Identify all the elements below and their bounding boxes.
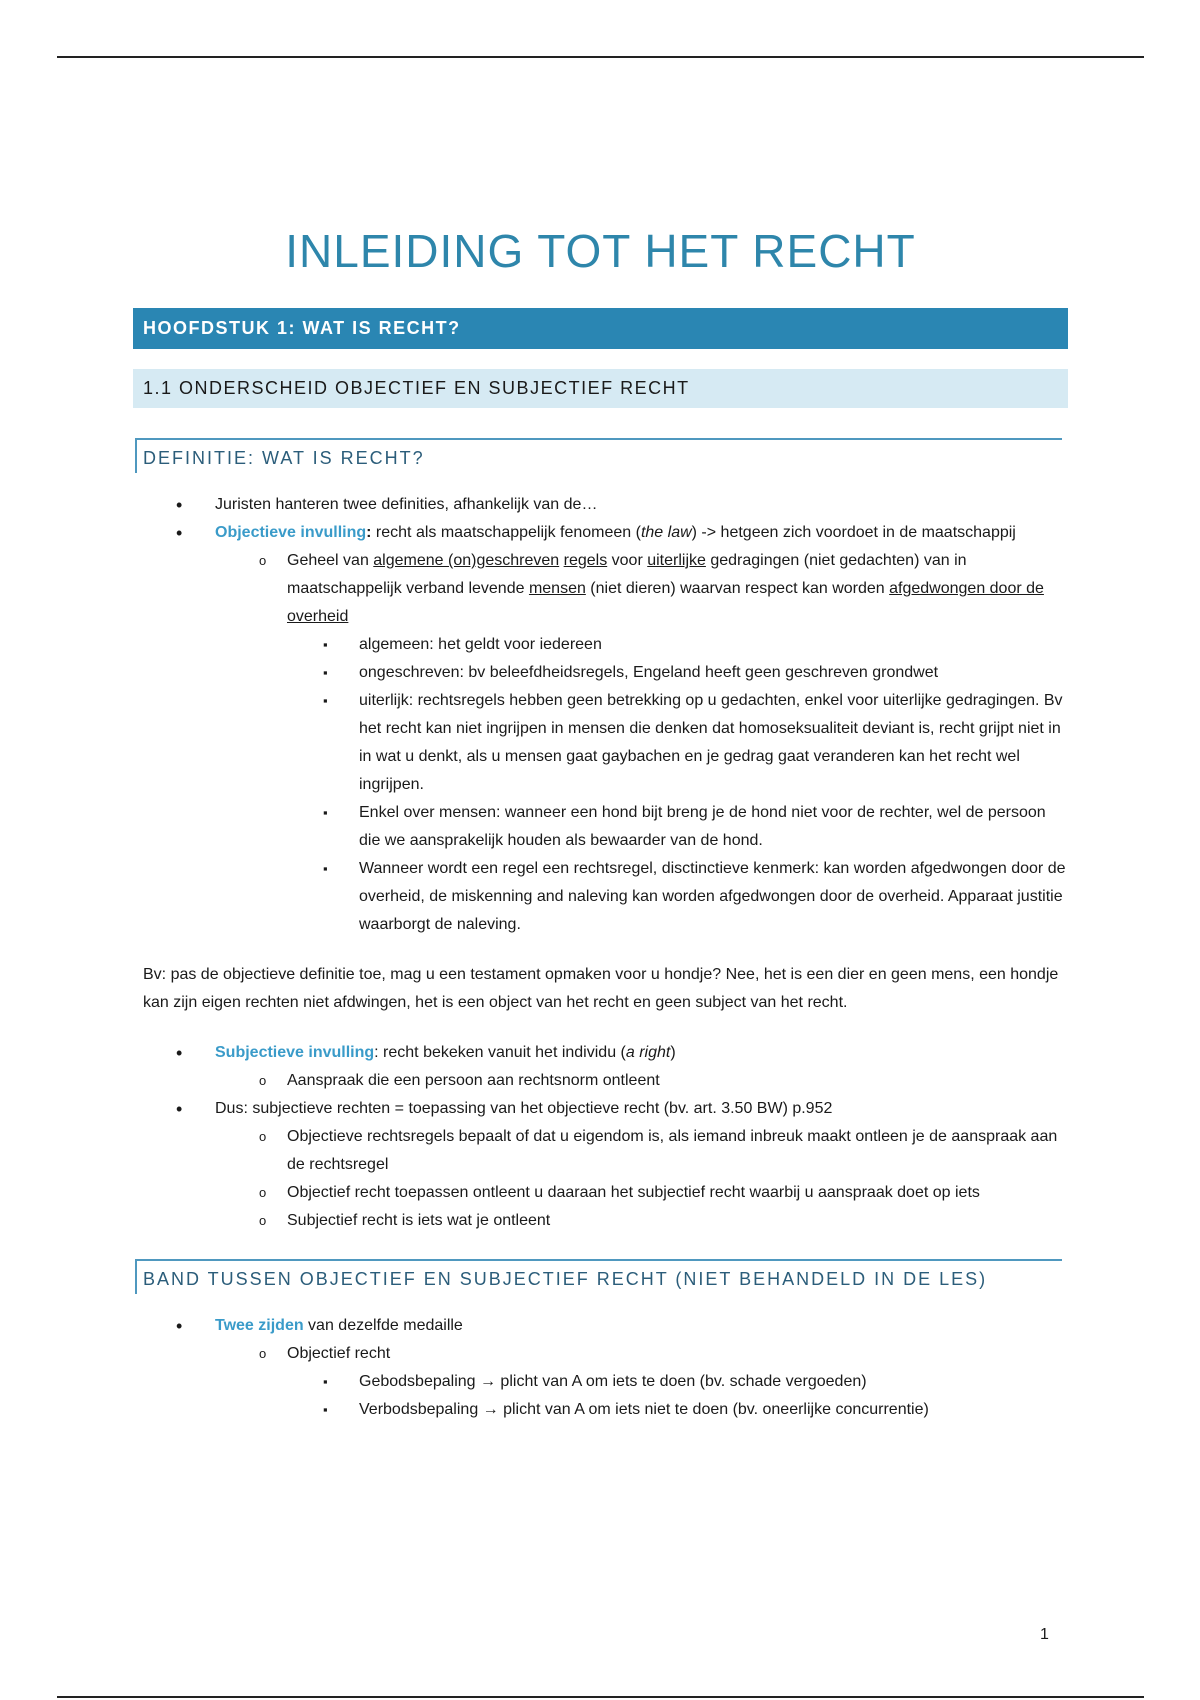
list-item: ▪ algemeen: het geldt voor iedereen	[287, 631, 1068, 659]
example-paragraph: Bv: pas de objectieve definitie toe, mag u een testament opmaken voor u hondje? Nee, het is een dier en geen mens, een hondje kan zijn eigen rechten niet afdwingen, het is een object van het recht en geen subject van het recht.	[143, 966, 1059, 1011]
list-item: o Objectief recht ▪ Gebodsbepaling → plicht van A om iets te doen (bv. schade vergoeden) ▪ Verbodsbepaling → plicht van A om iets niet te doen (bv. oneerlijke concurrentie)	[215, 1340, 1068, 1424]
term-twee-zijden: Twee zijden	[215, 1317, 304, 1334]
page-number: 1	[1040, 1626, 1049, 1643]
header-rule	[57, 56, 1144, 58]
list-item: o Objectieve rechtsregels bepaalt of dat u eigendom is, als iemand inbreuk maakt ontleen je de aanspraak aan de rechtsregel	[215, 1123, 1068, 1179]
list-item: ▪ Verbodsbepaling → plicht van A om iets niet te doen (bv. oneerlijke concurrentie)	[287, 1396, 1068, 1424]
list-item: o Aanspraak die een persoon aan rechtsnorm ontleent	[215, 1067, 1068, 1095]
subheading-band: BAND TUSSEN OBJECTIEF EN SUBJECTIEF RECHT (NIET BEHANDELD IN DE LES)	[135, 1259, 1062, 1294]
list-item: • Twee zijden van dezelfde medaille o Objectief recht ▪ Gebodsbepaling → plicht van A om iets te doen (bv. schade vergoeden) ▪ Verbodsbepaling → plicht van A om iets niet te doen (bv. oneerlijke concurrentie)	[133, 1312, 1068, 1424]
section-heading: 1.1 ONDERSCHEID OBJECTIEF EN SUBJECTIEF RECHT	[133, 369, 1068, 408]
list-item: • Dus: subjectieve rechten = toepassing van het objectieve recht (bv. art. 3.50 BW) p.952 o Objectieve rechtsregels bepaalt of dat u eigendom is, als iemand inbreuk maakt ontleen je de aanspraak aan de rechtsregel o Objectief recht toepassen ontleent u daaraan het subjectief recht waarbij u aanspraak doet op iets o Subjectief recht is iets wat je ontleent	[133, 1095, 1068, 1235]
footer-rule	[57, 1696, 1144, 1698]
list-item: • Subjectieve invulling: recht bekeken vanuit het individu (a right) o Aanspraak die een persoon aan rechtsnorm ontleent	[133, 1039, 1068, 1095]
band-list	[133, 1312, 1068, 1424]
chapter-heading: HOOFDSTUK 1: WAT IS RECHT?	[133, 308, 1068, 349]
term-subjectieve-invulling: Subjectieve invulling	[215, 1044, 375, 1061]
subheading-definition: DEFINITIE: WAT IS RECHT?	[135, 438, 1062, 473]
document-body	[133, 210, 1068, 1424]
list-item: ▪ ongeschreven: bv beleefdheidsregels, Engeland heeft geen geschreven grondwet	[287, 659, 1068, 687]
term-objectieve-invulling: Objectieve invulling	[215, 524, 367, 541]
list-item: ▪ Wanneer wordt een regel een rechtsregel, disctinctieve kenmerk: kan worden afgedwongen door de overheid, de miskenning and naleving kan worden afgedwongen door de overheid. Apparaat justitie waarborgt de naleving.	[287, 855, 1068, 939]
list-item: • Objectieve invulling: recht als maatschappelijk fenomeen (the law) -> hetgeen zich voordoet in de maatschappij o Geheel van algemene (on)geschreven regels voor uiterlijke gedragingen (niet gedachten) van in maatschappelijk verband levende mensen (niet dieren) waarvan respect kan worden afgedwongen door de overheid ▪ algemeen: het geldt voor iedereen ▪ ongeschreven: bv beleefdheidsregels, Engeland heeft geen geschreven grondwet ▪ uiterlijk: rechtsregels hebben geen betrekking op u gedachten, enkel voor uiterlijke gedragingen. Bv het recht kan niet ingrijpen in mensen die denken dat homoseksualiteit deviant is, recht grijpt niet in in wat u denkt, als u mensen gaat gaybachen en je gedrag gaat veranderen kan het recht wel ingrijpen. ▪ Enkel over mensen: wanneer een hond bijt breng je de hond niet voor de rechter, wel de persoon die we aansprakelijk houden als bewaarder van de hond. ▪ Wanneer wordt een regel een rechtsregel, disctinctieve kenmerk: kan worden afgedwongen door de overheid, de miskenning and naleving kan worden afgedwongen door de overheid. Apparaat justitie waarborgt de naleving.	[133, 519, 1068, 939]
list-item: o Subjectief recht is iets wat je ontleent	[215, 1207, 1068, 1235]
list-item: ▪ Gebodsbepaling → plicht van A om iets te doen (bv. schade vergoeden)	[287, 1368, 1068, 1396]
list-item: ▪ Enkel over mensen: wanneer een hond bijt breng je de hond niet voor de rechter, wel de persoon die we aansprakelijk houden als bewaarder van de hond.	[287, 799, 1068, 855]
list-item: ▪ uiterlijk: rechtsregels hebben geen betrekking op u gedachten, enkel voor uiterlijke gedragingen. Bv het recht kan niet ingrijpen in mensen die denken dat homoseksualiteit deviant is, recht grijpt niet in in wat u denkt, als u mensen gaat gaybachen en je gedrag gaat veranderen kan het recht wel ingrijpen.	[287, 687, 1068, 799]
list-item: • Juristen hanteren twee definities, afhankelijk van de…	[133, 491, 1068, 519]
list-item: o Geheel van algemene (on)geschreven regels voor uiterlijke gedragingen (niet gedachten) van in maatschappelijk verband levende mensen (niet dieren) waarvan respect kan worden afgedwongen door de overheid ▪ algemeen: het geldt voor iedereen ▪ ongeschreven: bv beleefdheidsregels, Engeland heeft geen geschreven grondwet ▪ uiterlijk: rechtsregels hebben geen betrekking op u gedachten, enkel voor uiterlijke gedragingen. Bv het recht kan niet ingrijpen in mensen die denken dat homoseksualiteit deviant is, recht grijpt niet in in wat u denkt, als u mensen gaat gaybachen en je gedrag gaat veranderen kan het recht wel ingrijpen. ▪ Enkel over mensen: wanneer een hond bijt breng je de hond niet voor de rechter, wel de persoon die we aansprakelijk houden als bewaarder van de hond. ▪ Wanneer wordt een regel een rechtsregel, disctinctieve kenmerk: kan worden afgedwongen door de overheid, de miskenning and naleving kan worden afgedwongen door de overheid. Apparaat justitie waarborgt de naleving.	[215, 547, 1068, 939]
definition-list	[133, 491, 1068, 939]
list-item: o Objectief recht toepassen ontleent u daaraan het subjectief recht waarbij u aanspraak doet op iets	[215, 1179, 1068, 1207]
page-title: INLEIDING TOT HET RECHT	[285, 225, 916, 277]
subjective-list	[133, 1039, 1068, 1235]
